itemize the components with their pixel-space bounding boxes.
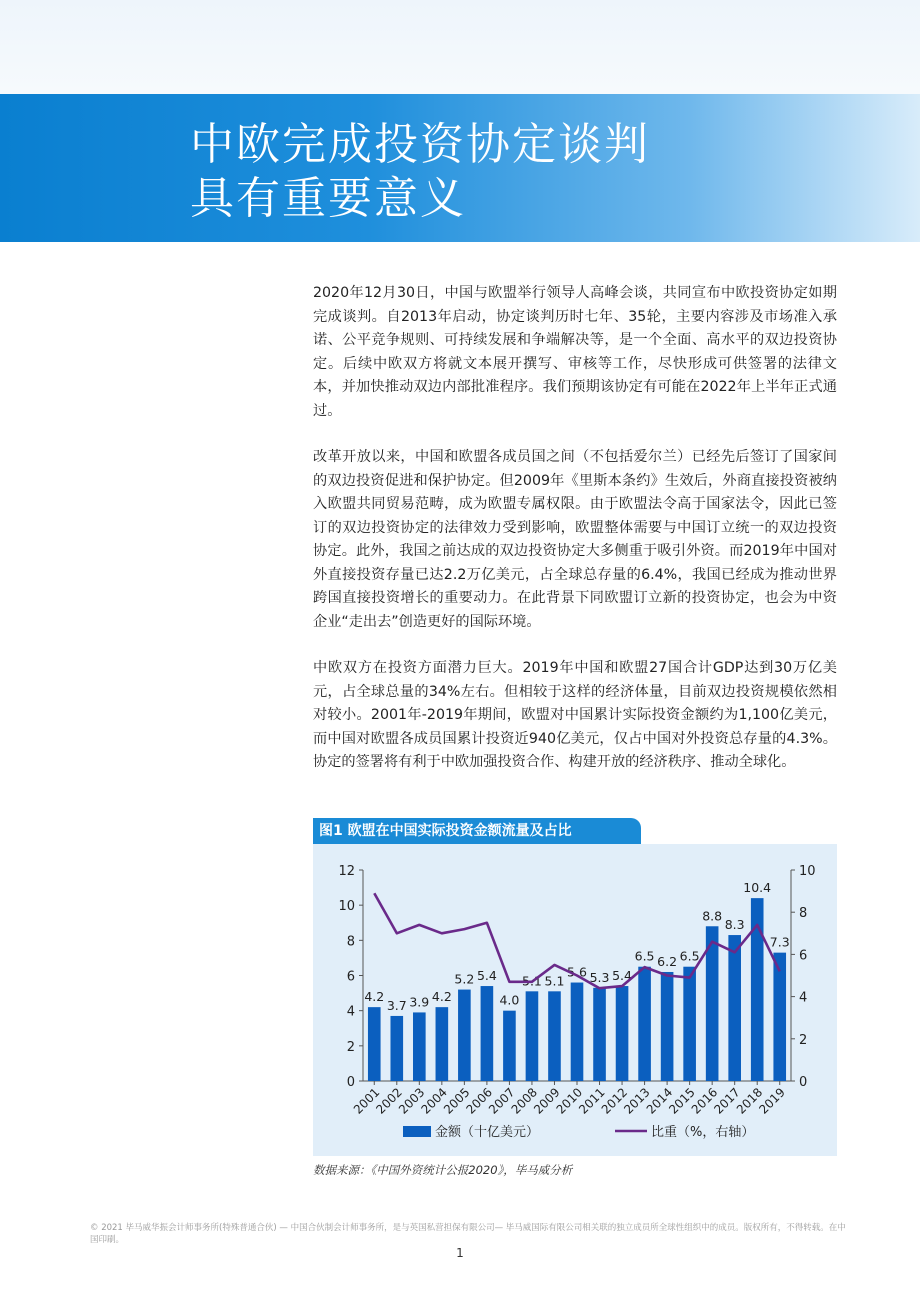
legend-bar-label: 金额（十亿美元）	[435, 1125, 540, 1140]
left-tick-label: 8	[346, 934, 355, 950]
x-tick-label: 2009	[531, 1085, 563, 1117]
x-tick-label: 2003	[395, 1085, 428, 1117]
bar	[548, 991, 561, 1081]
article-body	[313, 282, 837, 798]
bar	[571, 983, 584, 1081]
bar	[458, 990, 471, 1081]
figure-source: 数据来源：《中国外资统计公报2020》，毕马威分析	[313, 1163, 573, 1177]
bar-data-label: 8.3	[724, 917, 745, 933]
bar-data-label: 7.3	[769, 934, 790, 950]
x-tick-label: 2017	[711, 1085, 743, 1117]
bar	[390, 1016, 403, 1081]
x-tick-label: 2006	[463, 1085, 496, 1117]
right-tick-label: 0	[799, 1075, 808, 1090]
bar-data-label: 6.5	[679, 948, 700, 964]
right-tick-label: 2	[799, 1032, 808, 1048]
bar	[436, 1007, 449, 1081]
x-tick-label: 2018	[733, 1085, 766, 1117]
bar-data-label: 6.2	[657, 953, 678, 969]
bar-data-label: 5.2	[454, 971, 475, 987]
legend-line-label: 比重（%，右轴）	[651, 1125, 755, 1140]
bar	[638, 967, 651, 1081]
page-number: 1	[456, 1246, 464, 1260]
left-tick-label: 4	[346, 1004, 355, 1020]
bar-data-label: 5.6	[567, 964, 587, 980]
bar	[773, 953, 786, 1081]
bar	[616, 986, 629, 1081]
bar	[413, 1012, 426, 1081]
x-tick-label: 2010	[553, 1085, 586, 1117]
bar-data-label: 10.4	[743, 880, 772, 896]
legend-bar-swatch	[403, 1126, 431, 1137]
bar	[503, 1011, 516, 1081]
x-tick-label: 2004	[418, 1085, 450, 1117]
bar-data-label: 3.7	[386, 997, 407, 1013]
x-tick-label: 2019	[756, 1085, 788, 1117]
x-tick-label: 2015	[666, 1085, 698, 1117]
x-tick-label: 2001	[350, 1085, 383, 1117]
figure-panel	[313, 844, 837, 1156]
x-tick-label: 2016	[688, 1085, 721, 1117]
x-tick-label: 2011	[576, 1085, 608, 1117]
x-tick-label: 2007	[486, 1085, 518, 1117]
bar-data-label: 8.8	[702, 908, 723, 924]
left-tick-label: 12	[338, 864, 355, 879]
x-tick-label: 2005	[440, 1085, 473, 1117]
page-title-line-1: 中欧完成投资协定谈判	[190, 119, 650, 170]
bar-data-label: 4.2	[431, 989, 452, 1005]
left-tick-label: 0	[346, 1075, 355, 1090]
page-title	[190, 118, 650, 226]
bar	[593, 988, 606, 1081]
investment-chart	[313, 844, 837, 1156]
bar-data-label: 5.4	[612, 968, 632, 984]
bar-data-label: 3.9	[409, 994, 430, 1010]
right-tick-label: 4	[799, 990, 808, 1006]
bar	[526, 991, 539, 1081]
x-tick-label: 2012	[598, 1085, 631, 1117]
right-tick-label: 6	[799, 948, 808, 964]
bar	[728, 935, 741, 1081]
bar-data-label: 5.1	[522, 973, 542, 989]
x-tick-label: 2014	[643, 1085, 676, 1117]
bar-data-label: 5.4	[476, 968, 497, 984]
figure-heading: 图1 欧盟在中国实际投资金额流量及占比	[313, 818, 641, 844]
bar	[481, 986, 494, 1081]
bar	[368, 1007, 381, 1081]
bar	[683, 967, 696, 1081]
bar-data-label: 5.1	[544, 973, 565, 989]
paragraph-3: 中欧双方在投资方面潜力巨大。2019年中国和欧盟27国合计GDP达到30万亿美元，占全球总量的34%左右。但相较于这样的经济体量，目前双边投资规模依然相对较小。2001年-2019年期间，欧盟对中国累计实际投资金额约为1,100亿美元，而中国对欧盟各成员国累计投资近940亿美元，仅占中国对外投资总存量的4.3%。协定的签署将有利于中欧加强投资合作、构建开放的经济秩序、推动全球化。	[313, 660, 837, 770]
paragraph-1: 2020年12月30日，中国与欧盟举行领导人高峰会谈，共同宣布中欧投资协定如期完成谈判。自2013年启动，协定谈判历时七年、35轮，主要内容涉及市场准入承诺、公平竞争规则、可持续发展和争端解决等，是一个全面、高水平的双边投资协定。后续中欧双方将就文本展开撰写、审核等工作，尽快形成可供签署的法律文本，并加快推动双边内部批准程序。我们预期该协定有可能在2022年上半年正式通过。	[313, 285, 837, 419]
bar-data-label: 4.0	[499, 992, 520, 1008]
footer-legal: © 2021 毕马威华振会计师事务所(特殊普通合伙) — 中国合伙制会计师事务所，是与英国私营担保有限公司— 毕马威国际有限公司相关联的独立成员所全球性组织中的成员。版权所有，不得转载。在中国印刷。	[90, 1223, 846, 1245]
top-band	[0, 0, 920, 94]
left-tick-label: 2	[346, 1039, 355, 1055]
left-tick-label: 6	[346, 969, 355, 985]
right-tick-label: 8	[799, 906, 808, 922]
left-tick-label: 10	[338, 899, 355, 915]
x-tick-label: 2002	[373, 1085, 405, 1117]
x-tick-label: 2013	[621, 1085, 653, 1117]
page-title-line-2: 具有重要意义	[190, 173, 466, 224]
paragraph-2: 改革开放以来，中国和欧盟各成员国之间（不包括爱尔兰）已经先后签订了国家间的双边投资促进和保护协定。但2009年《里斯本条约》生效后，外商直接投资被纳入欧盟共同贸易范畴，成为欧盟专属权限。由于欧盟法令高于国家法令，因此已签订的双边投资协定的法律效力受到影响，欧盟整体需要与中国订立统一的双边投资协定。此外，我国之前达成的双边投资协定大多侧重于吸引外资。而2019年中国对外直接投资存量已达2.2万亿美元，占全球总存量的6.4%，我国已经成为推动世界跨国直接投资增长的重要动力。在此背景下同欧盟订立新的投资协定，也会为中资企业“走出去”创造更好的国际环境。	[313, 449, 837, 630]
right-tick-label: 10	[799, 864, 816, 879]
bar-data-label: 6.5	[634, 948, 655, 964]
bar-data-label: 5.3	[589, 969, 610, 985]
bar	[661, 972, 674, 1081]
x-tick-label: 2008	[508, 1085, 541, 1117]
bar-data-label: 4.2	[364, 989, 385, 1005]
